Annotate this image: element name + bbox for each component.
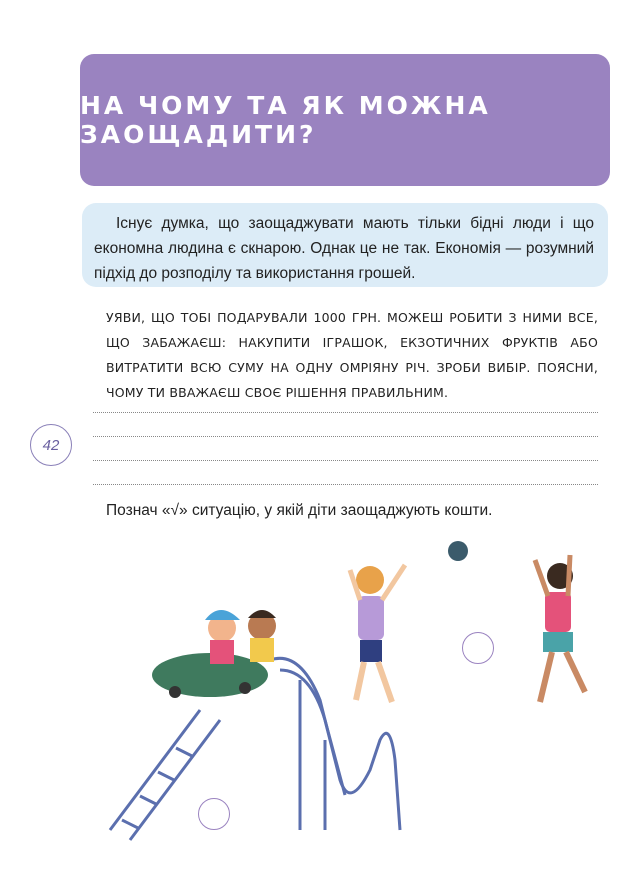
task-text: УЯВИ, ЩО ТОБІ ПОДАРУВАЛИ 1000 ГРН. МОЖЕШ РОБИТИ З НИМИ ВСЕ, ЩО ЗАБАЖАЄШ: НАКУПИТИ ІГРАШОК, ЕКЗОТИЧНИХ ФРУКТІВ АБО ВИТРАТИТИ ВСЮ СУМУ НА ОДНУ ОМРІЯНУ РІЧ. ЗРОБИ ВИБІР. ПОЯСНИ, ЧОМУ ТИ ВВАЖАЄШ СВОЄ РІШЕННЯ ПРАВИЛЬНИМ. (106, 310, 598, 400)
answer-line-2[interactable] (93, 436, 598, 437)
answer-line-1[interactable] (93, 412, 598, 413)
checkbox-rollercoaster[interactable] (198, 798, 230, 830)
title-banner (80, 54, 610, 186)
intro-box: Існує думка, що заощаджувати мають тільки бідні люди і що економна людина є скнарою. Однак це не так. Економія — розумний підхід до розподілу та використання грошей. (82, 203, 608, 287)
coaster-car (152, 610, 276, 698)
page-number: 42 (30, 424, 72, 466)
illustration (0, 520, 644, 896)
checkbox-ball-game[interactable] (462, 632, 494, 664)
kids-playing-ball (350, 541, 585, 702)
answer-line-3[interactable] (93, 460, 598, 461)
page-title: НА ЧОМУ ТА ЯК МОЖНА ЗАОЩАДИТИ? (80, 91, 491, 149)
answer-line-4[interactable] (93, 484, 598, 485)
mark-instruction: Познач «√» ситуацію, у якій діти заощаджують кошти. (106, 502, 493, 519)
